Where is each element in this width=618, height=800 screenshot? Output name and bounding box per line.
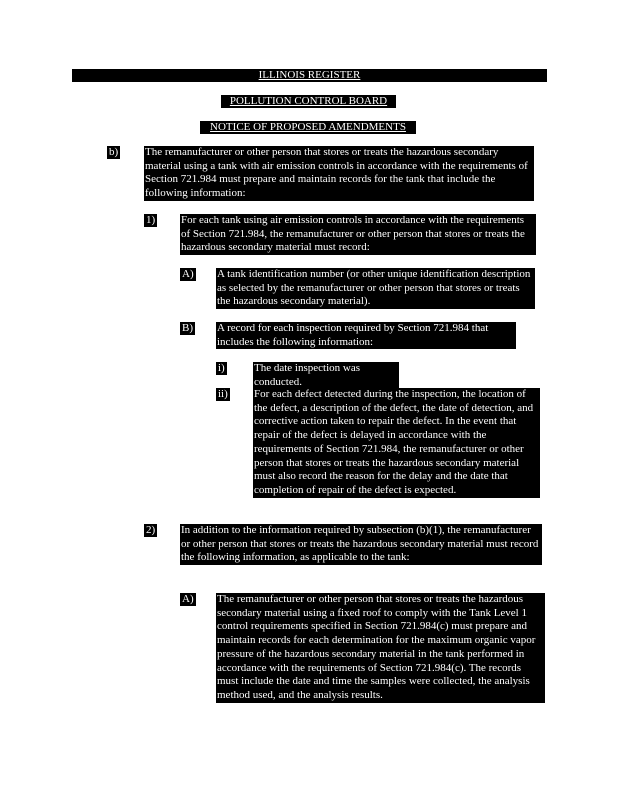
- item-2-text: In addition to the information required by subsection (b)(1), the remanufacturer or other person that stores or treats the hazardous secondary material must record the following information, as applicable to the tank:: [180, 524, 542, 565]
- subsection-b-text: The remanufacturer or other person that stores or treats the hazardous secondary material using a tank with air emission controls in accordance with the requirements of Section 721.984 must prepare and maintain records for the tank that include the following information:: [144, 146, 534, 201]
- item-1Bii-label: ii): [218, 388, 228, 400]
- item-1A-text: A tank identification number (or other unique identification description as selected by the remanufacturer or other person that stores or treats the hazardous secondary material).: [216, 268, 535, 309]
- item-1Bi-text: The date inspection was conducted.: [253, 362, 399, 389]
- board-title: POLLUTION CONTROL BOARD: [221, 95, 396, 108]
- item-1Bii-text: For each defect detected during the inspection, the location of the defect, a description of the defect, the date of detection, and corrective action taken to repair the defect. In the event that repair of the defect is delayed in accordance with the requirements of Section 721.984, the remanufacturer or other person that stores or treats the hazardous secondary material must also record the reason for the delay and the date that completion of repair of the defect is expected.: [253, 388, 540, 498]
- register-title: ILLINOIS REGISTER: [72, 69, 547, 82]
- notice-title: NOTICE OF PROPOSED AMENDMENTS: [200, 121, 416, 134]
- item-2-label: 2): [146, 524, 156, 536]
- item-1Bi-label: i): [218, 362, 225, 374]
- item-2A-label: A): [182, 593, 194, 605]
- item-1-text: For each tank using air emission controls in accordance with the requirements of Section 721.984, the remanufacturer or other person that stores or treats the hazardous secondary material must record:: [180, 214, 536, 255]
- subsection-b-label: b): [109, 146, 119, 158]
- item-1B-label: B): [182, 322, 193, 334]
- item-1A-label: A): [182, 268, 194, 280]
- item-1B-text: A record for each inspection required by Section 721.984 that includes the following information:: [216, 322, 516, 349]
- item-2A-text: The remanufacturer or other person that stores or treats the hazardous secondary material using a fixed roof to comply with the Tank Level 1 control requirements specified in Section 721.984(c) must prepare and maintain records for each determination for the maximum organic vapor pressure of the hazardous secondary material in the tank performed in accordance with the requirements of Section 721.984(c). The records must include the date and time the samples were collected, the analysis method used, and the analysis results.: [216, 593, 545, 703]
- item-1-label: 1): [146, 214, 156, 226]
